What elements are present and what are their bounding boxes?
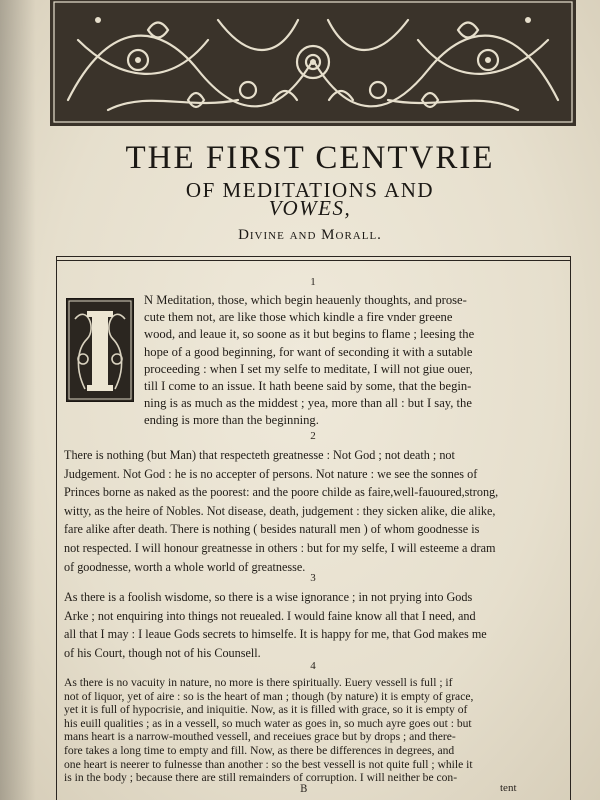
text-line: ning is as much as the middest ; yea, more than all : but I say, the <box>144 396 472 411</box>
decorated-initial-I-icon <box>66 298 134 402</box>
text-line: not respected. I will honour greatnesse in others : but for my selfe, I will esteeme a dram <box>64 540 496 555</box>
section-number-3: 3 <box>310 572 316 584</box>
text-line: not of liquor, yet of aire : so is the heart of man ; though (by nature) it is empty of grace, <box>64 689 474 703</box>
top-rule <box>56 256 570 257</box>
text-line: N Meditation, those, which begin heauenly thoughts, and prose- <box>144 293 467 307</box>
text-line: witty, as the heire of Nobles. Not disease, death, judgement : they sicken alike, die alike, <box>64 503 496 518</box>
right-border-rule <box>570 256 571 800</box>
section-number-2: 2 <box>310 430 316 442</box>
text-line: his euill qualities ; as in a vessell, so much water as goes in, so much ayre goes out : but <box>64 716 472 730</box>
text-line: hope of a good beginning, for want of seconding it with a sutable <box>144 344 473 359</box>
text-line: of his Court, though not of his Counsell. <box>64 645 261 660</box>
text-line: is in the body ; because there are still remainders of corruption. I will neither be con- <box>64 771 458 785</box>
text-line: yet it is full of hypocrisie, and iniquitie. Now, as it is filled with grace, so it is empty of <box>64 703 468 717</box>
ornamental-headpiece <box>48 0 578 130</box>
text-line: of goodnesse, worth a whole world of greatnesse. <box>64 559 306 574</box>
section-number-1: 1 <box>310 276 316 288</box>
text-line: mans heart is a narrow-mouthed vessell, and receiues grace but by drops ; and there- <box>64 730 456 744</box>
text-line: Judgement. Not God : he is no accepter of persons. Not nature : we see the sonnes of <box>64 466 478 481</box>
title-line-1: THE FIRST CENTVRIE <box>125 140 495 176</box>
text-line: one heart is neerer to fulnesse than another : so the best vessell is not quite full ; while it <box>64 757 473 771</box>
text-line: As there is a foolish wisdome, so there is a wise ignorance ; in not prying into Gods <box>64 590 473 604</box>
title-line-3: VOWES, <box>268 196 352 220</box>
text-line: all that I may : I leaue Gods secrets to himselfe. It is happy for me, that God makes me <box>64 627 487 642</box>
section-number-4: 4 <box>310 660 316 672</box>
text-line: Princes borne as naked as the poorest: and the poore childe as faire,well-fauoured,strong, <box>64 485 499 500</box>
text-line: cute them not, are like those which kindle a fire vnder greene <box>144 310 453 325</box>
text-line: There is nothing (but Man) that respecteth greatnesse : Not God ; not death ; not <box>64 448 455 462</box>
title-line-2: OF MEDITATIONS AND <box>185 178 435 202</box>
signature-mark: B <box>300 784 308 795</box>
catchword: tent <box>500 782 517 794</box>
text-line: proceeding : when I set my selfe to meditate, I will not giue ouer, <box>144 361 473 376</box>
meditation-4 <box>64 676 564 785</box>
left-border-rule <box>56 256 57 800</box>
text-line: fore takes a long time to empty and fill. Now, as there be differences in degrees, and <box>64 743 455 757</box>
meditation-3 <box>64 588 564 662</box>
title-line-4: Divine and Morall. <box>238 227 382 243</box>
text-line: As there is no vacuity in nature, no more is there spiritually. Euery vessell is full ; if <box>64 676 453 689</box>
spine-shadow <box>0 0 36 800</box>
text-line: ending is more than the beginning. <box>144 413 319 428</box>
text-line: fare alike after death. There is nothing ( besides naturall men ) of whom goodnesse is <box>64 522 480 537</box>
text-line: wood, and leaue it, so soone as it but begins to flame ; leesing the <box>144 327 475 342</box>
top-rule-thin <box>56 260 570 261</box>
text-line: till I come to an issue. It hath beene said by some, that the begin- <box>144 379 472 394</box>
meditation-1 <box>144 292 564 430</box>
text-line: Arke ; not enquiring into things not reuealed. I would faine know all that I need, and <box>64 608 476 623</box>
meditation-2 <box>64 446 564 576</box>
